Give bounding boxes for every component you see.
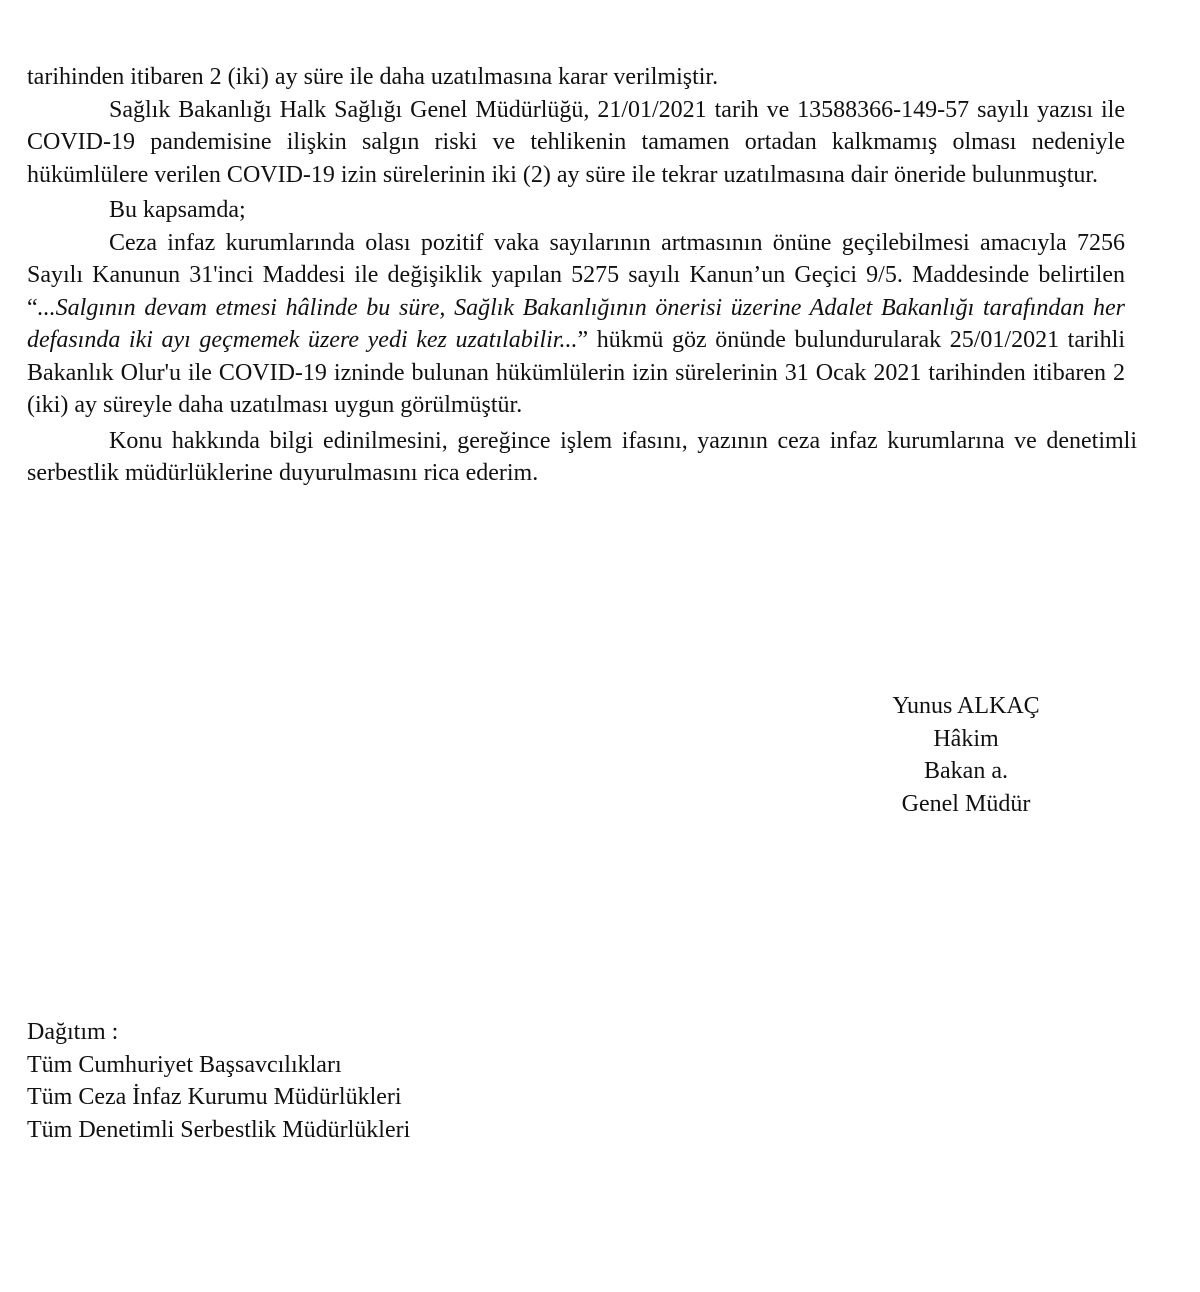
paragraph-scope: Bu kapsamda; — [109, 197, 246, 223]
signature-block — [840, 690, 1092, 820]
legal-basis-conclusion: ” hükmü göz önünde bulundurularak 25/01/2021 tarihli Bakanlık Olur'u ile COVID-19 izninde bulunan hükümlülerin izin sürelerinin 31 Ocak 2021 tarihinden itibaren 2 (iki) ay süreyle daha uzatılması uygun görülmüştür. — [27, 327, 1125, 418]
distribution-heading: Dağıtım : — [27, 1019, 119, 1045]
legal-basis-intro: Ceza infaz kurumlarında olası pozitif vaka sayılarının artmasının önüne geçilebilmesi amacıyla 7256 Sayılı Kanunun 31'inci Maddesi ile değişiklik yapılan 5275 sayılı Kanun’un Geçici 9/5. Maddesinde belirtilen “ — [27, 229, 1125, 321]
signatory-name: Yunus ALKAÇ — [892, 693, 1040, 719]
distribution-recipient: Tüm Denetimli Serbestlik Müdürlükleri — [27, 1116, 411, 1143]
signatory-title: Genel Müdür — [901, 790, 1031, 817]
letter-body — [27, 61, 1137, 490]
signatory-role: Hâkim — [933, 725, 999, 752]
distribution-list — [27, 1016, 410, 1146]
distribution-recipient: Tüm Ceza İnfaz Kurumu Müdürlükleri — [27, 1084, 402, 1110]
paragraph-legal-basis — [27, 227, 1125, 422]
distribution-recipient: Tüm Cumhuriyet Başsavcılıkları — [27, 1051, 342, 1078]
signatory-on-behalf: Bakan a. — [924, 758, 1008, 784]
paragraph-ministry-proposal: Sağlık Bakanlığı Halk Sağlığı Genel Müdürlüğü, 21/01/2021 tarih ve 13588366-149-57 sayılı yazısı ile COVID-19 pandemisine ilişkin salgın riski ve tehlikenin tamamen ortadan kalkmamış olması nedeniyle hükümlülere verilen COVID-19 izin sürelerinin iki (2) ay süre ile tekrar uzatılmasına dair öneride bulunmuştur. — [27, 96, 1125, 188]
paragraph-request: Konu hakkında bilgi edinilmesini, gereğince işlem ifasını, yazının ceza infaz kurumlarına ve denetimli serbestlik müdürlüklerine duyurulmasını rica ederim. — [27, 427, 1137, 486]
law-quote: ...Salgının devam etmesi hâlinde bu süre, Sağlık Bakanlığının önerisi üzerine Adalet Bakanlığı tarafından her defasında iki ayı geçmemek üzere yedi kez uzatılabilir... — [27, 294, 1125, 353]
paragraph-extension-decision: tarihinden itibaren 2 (iki) ay süre ile daha uzatılmasına karar verilmiştir. — [27, 64, 719, 90]
